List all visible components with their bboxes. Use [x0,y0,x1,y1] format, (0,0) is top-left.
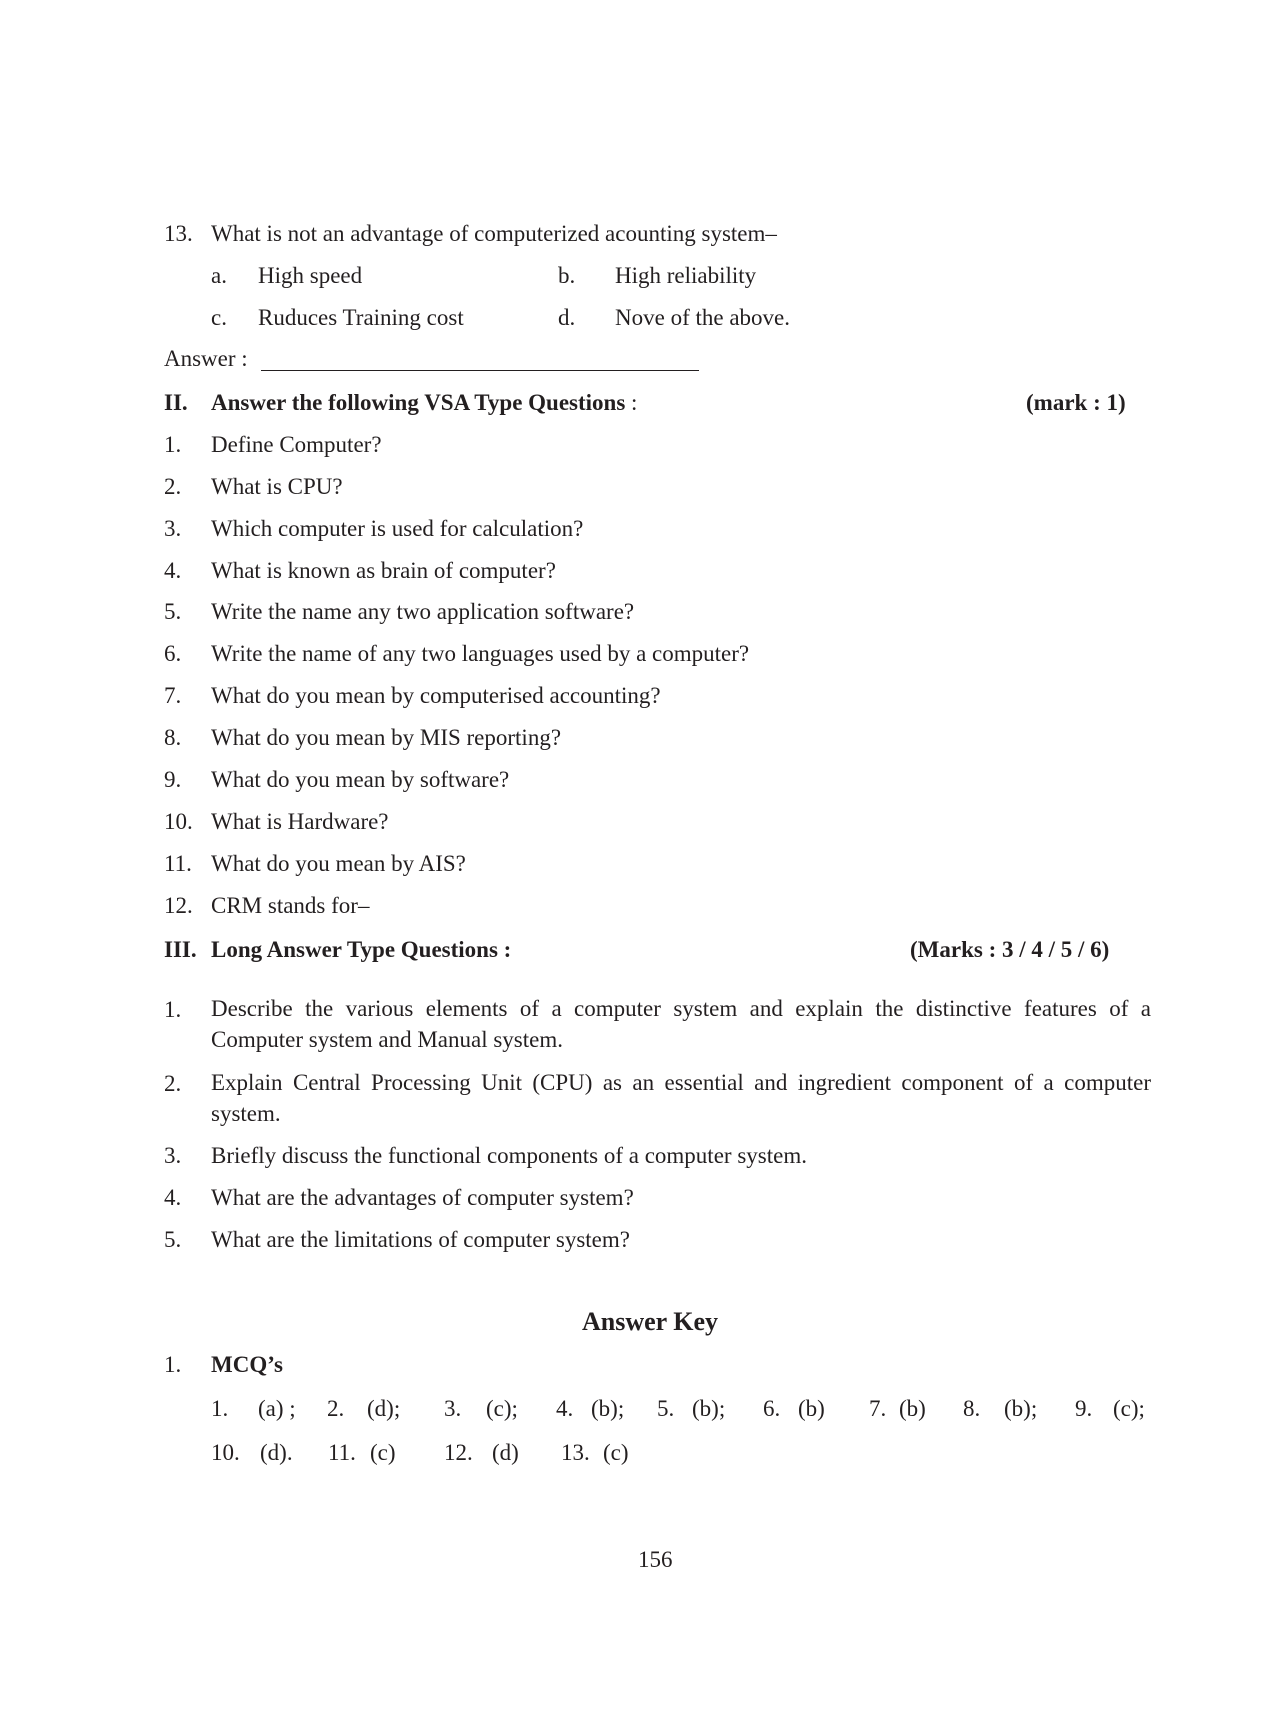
question-text: Briefly discuss the functional components of a computer system. [211,1143,807,1168]
question-number: 1. [164,997,182,1022]
option-letter: d. [558,305,576,330]
mcq-answer-value: (d); [367,1396,401,1421]
mcq-answer-number: 2. [327,1396,345,1421]
option-letter: c. [211,305,227,330]
mcq-answer-number: 11. [328,1440,356,1465]
mcq-answer-value: (c); [1113,1396,1145,1421]
option-letter: a. [211,263,227,288]
question-number: 13. [164,221,193,246]
question-number: 10. [164,809,193,834]
question-text: Write the name any two application software? [211,599,635,624]
mcq-answer-value: (b); [1004,1396,1038,1421]
question-number: 1. [164,432,182,457]
question-text: What is CPU? [211,474,343,499]
question-text: What are the limitations of computer system? [211,1227,630,1252]
mcq-answer-number: 8. [963,1396,981,1421]
question-number: 5. [164,1227,182,1252]
mcq-answer-number: 3. [444,1396,462,1421]
question-number: 3. [164,516,182,541]
mcq-answer-number: 4. [556,1396,574,1421]
question-text: Explain Central Processing Unit (CPU) as an essential and ingredient component of a computer system. [211,1070,1151,1126]
section-title: Long Answer Type Questions : [211,937,512,962]
question-number: 7. [164,683,182,708]
answer-key-title: Answer Key [582,1307,719,1336]
question-text: What is not an advantage of computerized acounting system– [211,221,777,246]
mcq-answer-value: (d). [260,1440,293,1465]
mcq-answer-value: (b) [798,1396,825,1421]
answer-key-item-number: 1. [164,1352,182,1377]
mcq-answer-value: (b); [692,1396,726,1421]
option-letter: b. [558,263,576,288]
question-number: 9. [164,767,182,792]
answer-blank-line [261,370,699,371]
answer-label: Answer : [164,346,248,371]
page-number: 156 [638,1547,673,1572]
question-text: CRM stands for– [211,893,370,918]
question-text: What do you mean by AIS? [211,851,466,876]
question-number: 4. [164,1185,182,1210]
question-text: What do you mean by software? [211,767,510,792]
mcq-answer-number: 6. [763,1396,781,1421]
answer-key-item-title: MCQ’s [211,1352,283,1377]
question-text: Which computer is used for calculation? [211,516,584,541]
section-marks: (mark : 1) [1026,390,1126,415]
question-text: Describe the various elements of a computer system and explain the distinctive features of a Computer system and Manual system. [211,996,1151,1052]
question-number: 11. [164,851,192,876]
question-text: What is Hardware? [211,809,389,834]
option-text: Nove of the above. [615,305,790,330]
mcq-answer-value: (c); [486,1396,518,1421]
mcq-answer-number: 1. [211,1396,229,1421]
mcq-answer-value: (b); [591,1396,625,1421]
question-number: 5. [164,599,182,624]
question-number: 3. [164,1143,182,1168]
question-text: What do you mean by computerised accounting? [211,683,661,708]
question-number: 8. [164,725,182,750]
mcq-answer-value: (b) [899,1396,926,1421]
question-number: 2. [164,474,182,499]
mcq-answer-number: 7. [869,1396,887,1421]
question-number: 2. [164,1071,182,1096]
mcq-answer-number: 5. [657,1396,675,1421]
question-text: What do you mean by MIS reporting? [211,725,562,750]
section-colon: : [625,390,638,415]
question-number: 12. [164,893,193,918]
mcq-answer-number: 10. [211,1440,240,1465]
mcq-answer-value: (a) ; [258,1396,296,1421]
mcq-answer-value: (c) [370,1440,396,1465]
option-text: High reliability [615,263,757,288]
question-text: Write the name of any two languages used by a computer? [211,641,750,666]
question-number: 6. [164,641,182,666]
question-text: What are the advantages of computer system? [211,1185,634,1210]
mcq-answer-number: 13. [561,1440,590,1465]
mcq-answer-value: (c) [603,1440,629,1465]
section-heading [211,391,637,414]
section-title: Answer the following VSA Type Questions [211,390,626,415]
section-roman: II. [164,390,188,415]
mcq-answer-number: 12. [444,1440,473,1465]
section-roman: III. [164,937,197,962]
mcq-answer-number: 9. [1075,1396,1093,1421]
mcq-answer-value: (d) [492,1440,519,1465]
section-marks: (Marks : 3 / 4 / 5 / 6) [910,937,1110,962]
question-text: What is known as brain of computer? [211,558,556,583]
question-text: Define Computer? [211,432,382,457]
option-text: High speed [258,263,363,288]
question-number: 4. [164,558,182,583]
option-text: Ruduces Training cost [258,305,464,330]
